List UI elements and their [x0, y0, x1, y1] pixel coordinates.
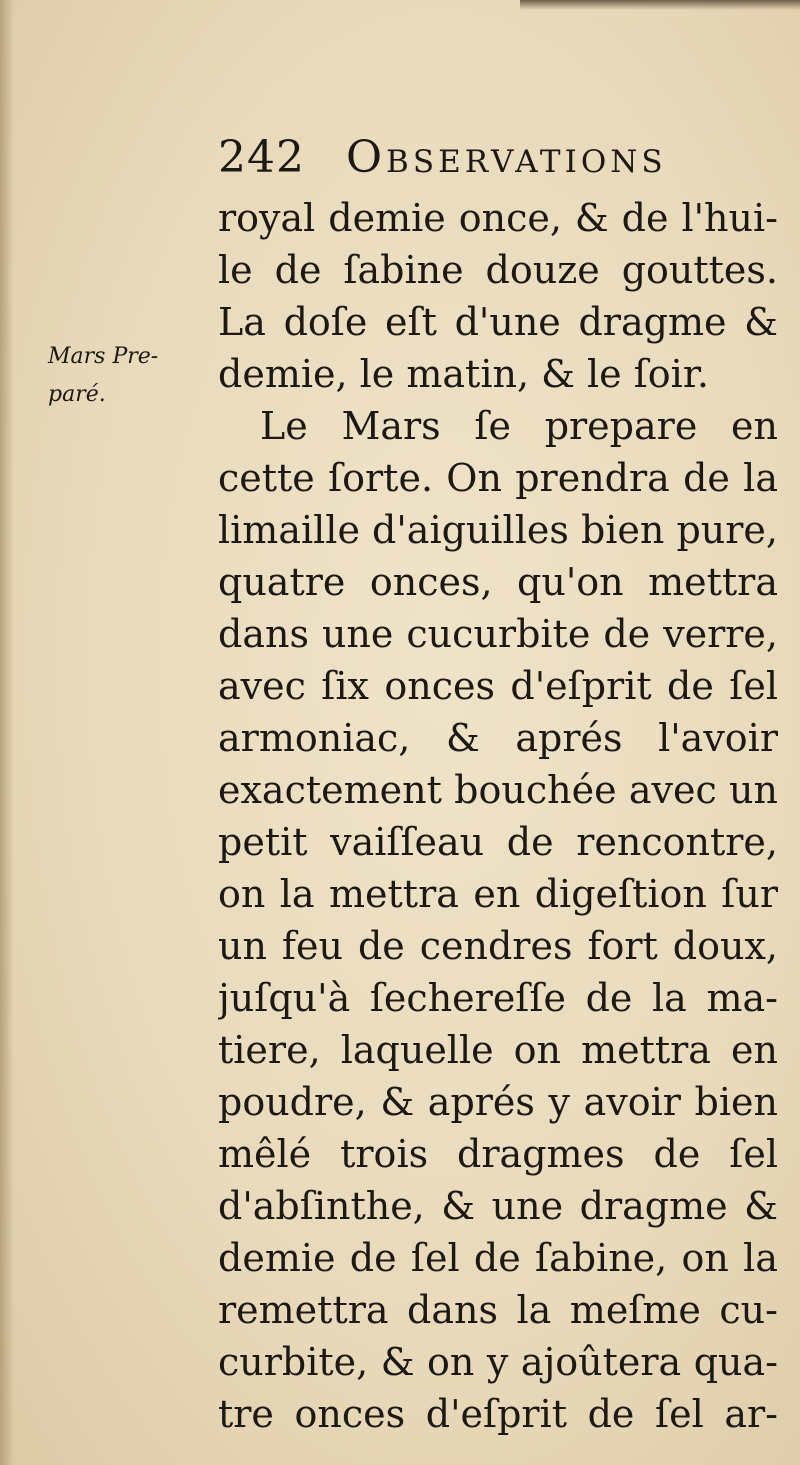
text-line: tiere, laquelle on mettra en — [218, 1028, 778, 1072]
margin-note-line: Mars Pre- — [48, 344, 159, 369]
spine-shadow — [0, 0, 14, 1465]
page-top-edge — [520, 0, 800, 10]
text-line: La doſe eſt d'une dragme & — [218, 300, 778, 344]
body-text — [218, 192, 778, 1440]
text-line: on la mettra en digeſtion ſur — [218, 872, 778, 916]
text-line: un feu de cendres fort doux, — [218, 924, 778, 968]
margin-note-line: paré. — [48, 382, 106, 407]
text-line: demie de ſel de ſabine, on la — [218, 1236, 778, 1280]
text-line: limaille d'aiguilles bien pure, — [218, 508, 778, 552]
text-line: cette ſorte. On prendra de la — [218, 456, 778, 500]
text-line: demie, le matin, & le ſoir. — [218, 352, 709, 396]
page-number: 242 — [218, 132, 305, 183]
text-line: tre onces d'eſprit de ſel ar- — [218, 1392, 778, 1436]
text-line: quatre onces, qu'on mettra — [218, 560, 778, 604]
text-line: juſqu'à ſechereſſe de la ma- — [218, 976, 778, 1020]
text-line: mêlé trois dragmes de ſel — [218, 1132, 778, 1176]
text-line: petit vaiſſeau de rencontre, — [218, 820, 778, 864]
text-line: royal demie once, & de l'hui- — [218, 196, 778, 240]
margin-note — [48, 338, 208, 414]
text-line: dans une cucurbite de verre, — [218, 612, 778, 656]
text-line: remettra dans la meſme cu- — [218, 1288, 778, 1332]
text-line: d'abſinthe, & une dragme & — [218, 1184, 778, 1228]
text-line: armoniac, & aprés l'avoir — [218, 716, 778, 760]
text-line: Le Mars ſe prepare en — [260, 404, 778, 448]
text-line: curbite, & on y ajoûtera qua- — [218, 1340, 778, 1384]
text-line: exactement bouchée avec un — [218, 768, 778, 812]
text-line: poudre, & aprés y avoir bien — [218, 1080, 778, 1124]
text-line: le de ſabine douze gouttes. — [218, 248, 778, 292]
text-line: avec ſix onces d'eſprit de ſel — [218, 664, 778, 708]
running-title: Observations — [345, 132, 667, 183]
running-head — [218, 128, 688, 188]
